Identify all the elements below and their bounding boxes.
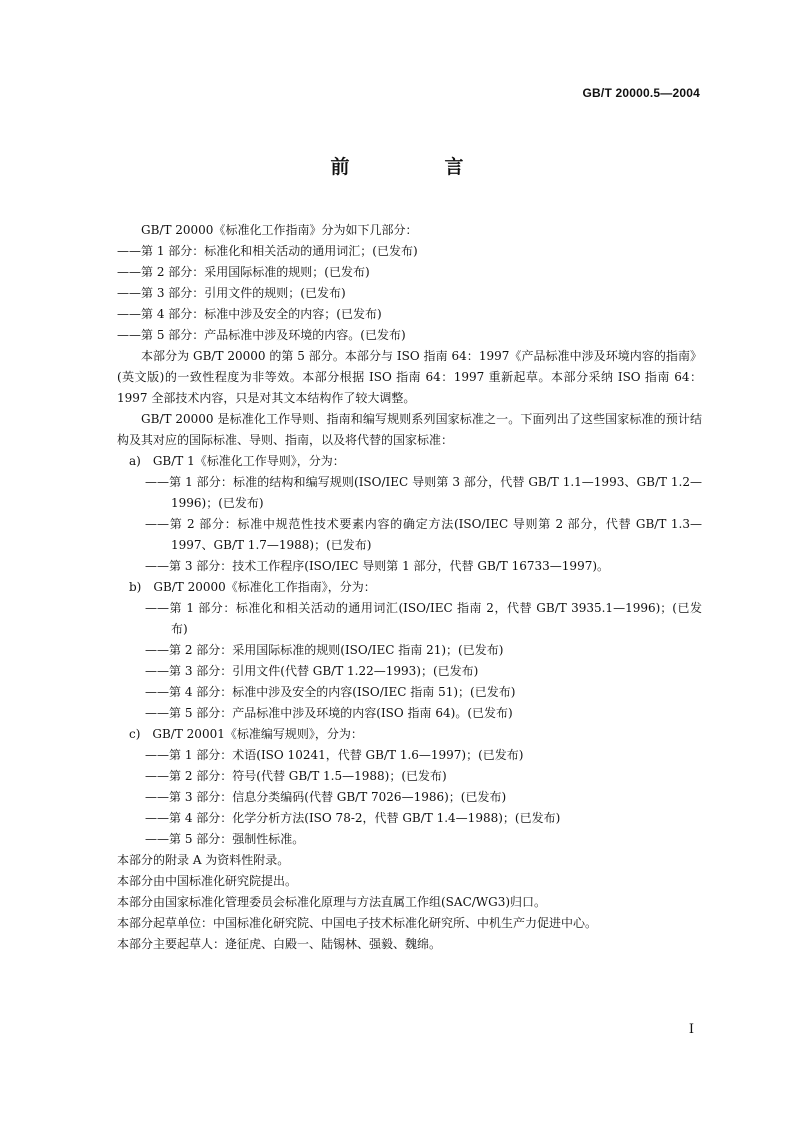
relation-paragraph: 本部分为 GB/T 20000 的第 5 部分。本部分与 ISO 指南 64：1997《产品标准中涉及环境内容的指南》(英文版)的一致性程度为非等效。本部分根据 ISO 指南 64：1997 重新起草。本部分采纳 ISO 指南 64：1997 全部技术内容，只是对其文本结构作了较大调整。 xyxy=(117,349,702,405)
series-item: ——第 2 部分：标准中规范性技术要素内容的确定方法(ISO/IEC 导则第 2 部分，代替 GB/T 1.3—1997、GB/T 1.7—1988)；(已发布) xyxy=(145,517,702,552)
closing-line: 本部分主要起草人：逄征虎、白殿一、陆锡林、强毅、魏绵。 xyxy=(117,937,442,951)
series-item: ——第 2 部分：采用国际标准的规则(ISO/IEC 指南 21)；(已发布) xyxy=(145,643,504,657)
intro-part: ——第 4 部分：标准中涉及安全的内容；(已发布) xyxy=(117,307,382,321)
intro-part: ——第 5 部分：产品标准中涉及环境的内容。(已发布) xyxy=(117,328,406,342)
series-item: ——第 5 部分：强制性标准。 xyxy=(145,832,305,846)
page-title: 前 言 xyxy=(330,156,502,178)
intro-part: ——第 1 部分：标准化和相关活动的通用词汇；(已发布) xyxy=(117,244,418,258)
series-item: ——第 1 部分：术语(ISO 10241，代替 GB/T 1.6—1997)；(已发布) xyxy=(145,748,524,762)
series-item: ——第 4 部分：化学分析方法(ISO 78-2，代替 GB/T 1.4—1988)；(已发布) xyxy=(145,811,561,825)
page-number: I xyxy=(688,1022,694,1037)
closing-line: 本部分起草单位：中国标准化研究院、中国电子技术标准化研究所、中机生产力促进中心。 xyxy=(117,916,598,930)
intro-lead: GB/T 20000《标准化工作指南》分为如下几部分： xyxy=(141,223,418,237)
series-heading-a: a) GB/T 1《标准化工作导则》，分为： xyxy=(129,454,345,468)
series-heading-c: c) GB/T 20001《标准编写规则》，分为： xyxy=(129,727,363,741)
series-item: ——第 3 部分：引用文件(代替 GB/T 1.22—1993)；(已发布) xyxy=(145,664,479,678)
closing-line: 本部分由国家标准化管理委员会标准化原理与方法直属工作组(SAC/WG3)归口。 xyxy=(117,895,547,909)
closing-line: 本部分的附录 A 为资料性附录。 xyxy=(117,853,290,867)
closing-line: 本部分由中国标准化研究院提出。 xyxy=(117,874,298,888)
series-item: ——第 1 部分：标准的结构和编写规则(ISO/IEC 导则第 3 部分，代替 GB/T 1.1—1993、GB/T 1.2—1996)；(已发布) xyxy=(145,475,702,510)
series-item: ——第 1 部分：标准化和相关活动的通用词汇(ISO/IEC 指南 2，代替 GB/T 3935.1—1996)；(已发布) xyxy=(145,601,702,636)
series-item: ——第 5 部分：产品标准中涉及环境的内容(ISO 指南 64)。(已发布) xyxy=(145,706,513,720)
series-item: ——第 2 部分：符号(代替 GB/T 1.5—1988)；(已发布) xyxy=(145,769,447,783)
series-item: ——第 3 部分：信息分类编码(代替 GB/T 7026—1986)；(已发布) xyxy=(145,790,507,804)
series-item: ——第 4 部分：标准中涉及安全的内容(ISO/IEC 指南 51)；(已发布) xyxy=(145,685,516,699)
intro-part: ——第 2 部分：采用国际标准的规则；(已发布) xyxy=(117,265,370,279)
intro-part: ——第 3 部分：引用文件的规则；(已发布) xyxy=(117,286,346,300)
series-heading-b: b) GB/T 20000《标准化工作指南》，分为： xyxy=(129,580,376,594)
series-paragraph: GB/T 20000 是标准化工作导则、指南和编写规则系列国家标准之一。下面列出了这些国家标准的预计结构及其对应的国际标准、导则、指南，以及将代替的国家标准： xyxy=(117,412,702,447)
standard-code: GB/T 20000.5—2004 xyxy=(582,86,700,100)
series-item: ——第 3 部分：技术工作程序(ISO/IEC 导则第 1 部分，代替 GB/T 16733—1997)。 xyxy=(145,559,610,573)
foreword-body xyxy=(117,220,702,955)
